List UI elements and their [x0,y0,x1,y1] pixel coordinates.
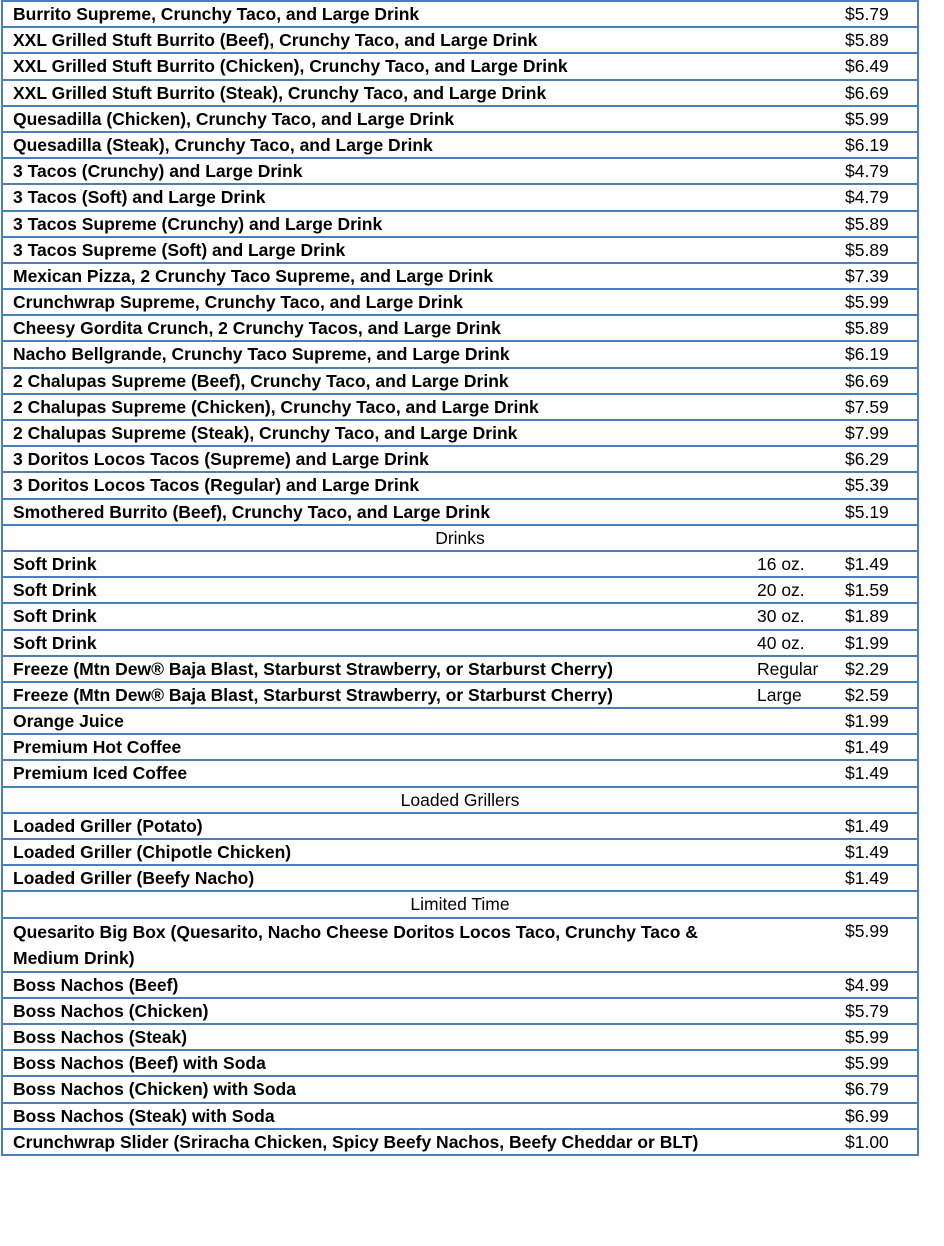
item-name: Loaded Griller (Beefy Nacho) [2,865,747,891]
item-size: 20 oz. [747,577,835,603]
table-row [2,998,918,1024]
table-row [2,682,918,708]
item-name: Nacho Bellgrande, Crunchy Taco Supreme, and Large Drink [2,341,747,367]
table-row [2,656,918,682]
item-name: Premium Iced Coffee [2,760,747,786]
item-name: Freeze (Mtn Dew® Baja Blast, Starburst Strawberry, or Starburst Cherry) [2,656,747,682]
item-size [747,972,835,998]
item-name: Loaded Griller (Potato) [2,813,747,839]
item-name: 2 Chalupas Supreme (Steak), Crunchy Taco, and Large Drink [2,420,747,446]
item-size [747,1024,835,1050]
item-price: $5.89 [835,237,918,263]
table-row [2,80,918,106]
item-price: $1.49 [835,551,918,577]
item-name: Boss Nachos (Chicken) [2,998,747,1024]
table-row [2,158,918,184]
item-price: $6.19 [835,341,918,367]
item-name: Soft Drink [2,603,747,629]
item-size [747,1,835,27]
item-name: Mexican Pizza, 2 Crunchy Taco Supreme, and Large Drink [2,263,747,289]
item-name: 2 Chalupas Supreme (Chicken), Crunchy Taco, and Large Drink [2,394,747,420]
table-row [2,237,918,263]
item-size: 16 oz. [747,551,835,577]
item-size [747,341,835,367]
item-name: Quesadilla (Chicken), Crunchy Taco, and Large Drink [2,106,747,132]
item-price: $5.99 [835,106,918,132]
item-name: Crunchwrap Supreme, Crunchy Taco, and Large Drink [2,289,747,315]
item-size [747,184,835,210]
item-name: Boss Nachos (Steak) [2,1024,747,1050]
item-price: $1.59 [835,577,918,603]
table-row [2,577,918,603]
item-size [747,1103,835,1129]
table-row [2,1076,918,1102]
table-row [2,368,918,394]
item-name: Boss Nachos (Steak) with Soda [2,1103,747,1129]
table-row [2,53,918,79]
item-size [747,708,835,734]
item-size [747,158,835,184]
section-header-row [2,787,918,813]
item-price: $5.99 [835,1050,918,1076]
item-name: XXL Grilled Stuft Burrito (Chicken), Crunchy Taco, and Large Drink [2,53,747,79]
item-price: $5.79 [835,998,918,1024]
item-price: $5.19 [835,499,918,525]
item-price: $1.49 [835,760,918,786]
item-name: 3 Tacos Supreme (Crunchy) and Large Drink [2,211,747,237]
item-name: 3 Doritos Locos Tacos (Supreme) and Large Drink [2,446,747,472]
item-size [747,499,835,525]
item-price: $6.69 [835,80,918,106]
item-size [747,368,835,394]
table-row [2,760,918,786]
table-row [2,263,918,289]
table-row [2,1050,918,1076]
item-name: XXL Grilled Stuft Burrito (Steak), Crunchy Taco, and Large Drink [2,80,747,106]
item-name: Smothered Burrito (Beef), Crunchy Taco, and Large Drink [2,499,747,525]
item-name: 2 Chalupas Supreme (Beef), Crunchy Taco, and Large Drink [2,368,747,394]
section-title-drinks: Drinks [2,525,918,551]
item-size [747,420,835,446]
item-size [747,865,835,891]
table-row [2,1024,918,1050]
table-row [2,839,918,865]
item-size [747,394,835,420]
item-size [747,734,835,760]
item-price: $2.59 [835,682,918,708]
item-size [747,918,835,972]
item-price: $1.00 [835,1129,918,1155]
item-price: $5.99 [835,1024,918,1050]
item-price: $5.39 [835,472,918,498]
table-row [2,1103,918,1129]
item-price: $7.99 [835,420,918,446]
item-size [747,998,835,1024]
section-header-row [2,525,918,551]
table-row [2,1129,918,1155]
item-size [747,106,835,132]
item-name: XXL Grilled Stuft Burrito (Beef), Crunchy Taco, and Large Drink [2,27,747,53]
item-size [747,132,835,158]
item-name: Quesarito Big Box (Quesarito, Nacho Cheese Doritos Locos Taco, Crunchy Taco & Medium Drink) [2,918,747,972]
table-row [2,184,918,210]
item-name: Cheesy Gordita Crunch, 2 Crunchy Tacos, and Large Drink [2,315,747,341]
item-size [747,289,835,315]
item-name: 3 Tacos (Crunchy) and Large Drink [2,158,747,184]
table-row [2,551,918,577]
item-size [747,315,835,341]
item-price: $5.89 [835,211,918,237]
item-size [747,1076,835,1102]
item-price: $1.49 [835,865,918,891]
table-row [2,446,918,472]
table-row [2,420,918,446]
table-row [2,341,918,367]
item-name: Soft Drink [2,630,747,656]
table-row [2,499,918,525]
item-name: Soft Drink [2,551,747,577]
table-row [2,289,918,315]
item-name: Crunchwrap Slider (Sriracha Chicken, Spicy Beefy Nachos, Beefy Cheddar or BLT) [2,1129,747,1155]
table-row [2,132,918,158]
table-row [2,813,918,839]
item-size: 30 oz. [747,603,835,629]
table-row [2,603,918,629]
item-price: $4.79 [835,184,918,210]
table-row [2,472,918,498]
item-price: $1.89 [835,603,918,629]
item-size: Large [747,682,835,708]
table-row [2,734,918,760]
item-price: $2.29 [835,656,918,682]
item-price: $6.79 [835,1076,918,1102]
item-size [747,1050,835,1076]
table-row [2,394,918,420]
item-name: Premium Hot Coffee [2,734,747,760]
item-name: Loaded Griller (Chipotle Chicken) [2,839,747,865]
item-size [747,446,835,472]
item-size [747,1129,835,1155]
item-price: $5.99 [835,289,918,315]
item-size [747,237,835,263]
menu-table [1,0,919,1156]
table-row [2,315,918,341]
item-size [747,472,835,498]
item-name: 3 Tacos Supreme (Soft) and Large Drink [2,237,747,263]
item-price: $5.99 [835,918,918,972]
item-price: $1.49 [835,839,918,865]
item-name: Boss Nachos (Beef) with Soda [2,1050,747,1076]
item-name: Freeze (Mtn Dew® Baja Blast, Starburst Strawberry, or Starburst Cherry) [2,682,747,708]
item-price: $5.89 [835,27,918,53]
table-row [2,211,918,237]
table-row [2,972,918,998]
item-size [747,263,835,289]
item-size [747,27,835,53]
item-price: $4.79 [835,158,918,184]
item-size [747,839,835,865]
item-name: Orange Juice [2,708,747,734]
table-row [2,1,918,27]
section-title-grillers: Loaded Grillers [2,787,918,813]
item-name: Boss Nachos (Beef) [2,972,747,998]
item-size: Regular [747,656,835,682]
item-price: $6.19 [835,132,918,158]
item-size [747,760,835,786]
item-price: $4.99 [835,972,918,998]
item-name: Soft Drink [2,577,747,603]
section-title-limited: Limited Time [2,891,918,917]
table-row [2,630,918,656]
section-header-row [2,891,918,917]
item-price: $5.89 [835,315,918,341]
item-price: $6.29 [835,446,918,472]
item-name: Quesadilla (Steak), Crunchy Taco, and Large Drink [2,132,747,158]
table-row [2,865,918,891]
item-size [747,80,835,106]
item-price: $7.59 [835,394,918,420]
item-name: Burrito Supreme, Crunchy Taco, and Large Drink [2,1,747,27]
table-row [2,27,918,53]
item-price: $6.49 [835,53,918,79]
item-size [747,53,835,79]
item-price: $1.99 [835,708,918,734]
item-name: 3 Doritos Locos Tacos (Regular) and Large Drink [2,472,747,498]
item-price: $7.39 [835,263,918,289]
item-name: 3 Tacos (Soft) and Large Drink [2,184,747,210]
item-size [747,211,835,237]
item-name: Boss Nachos (Chicken) with Soda [2,1076,747,1102]
item-price: $1.99 [835,630,918,656]
table-row [2,106,918,132]
item-price: $1.49 [835,734,918,760]
item-price: $6.99 [835,1103,918,1129]
item-price: $1.49 [835,813,918,839]
item-price: $6.69 [835,368,918,394]
item-size [747,813,835,839]
item-price: $5.79 [835,1,918,27]
table-row [2,708,918,734]
table-row [2,918,918,972]
item-size: 40 oz. [747,630,835,656]
